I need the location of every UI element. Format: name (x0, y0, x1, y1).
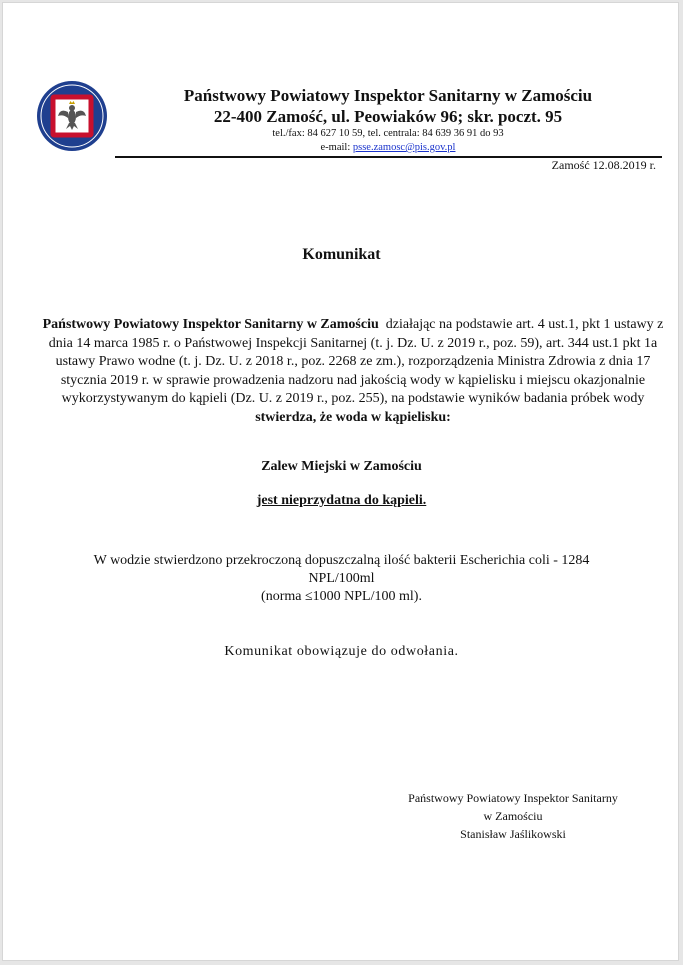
email-label: e-mail: (320, 142, 351, 153)
document-page (2, 2, 679, 961)
document-title: Komunikat (302, 246, 381, 263)
legal-basis-paragraph (39, 316, 667, 427)
finding-line-1: W wodzie stwierdzono przekroczoną dopuszczalną ilość bakterii Escherichia coli - 1284 (93, 553, 590, 568)
norm-note: (norma ≤1000 NPL/100 ml). (261, 589, 422, 604)
legal-basis-text: działając na podstawie art. 4 ust.1, pkt 1 ustawy z dnia 14 marca 1985 r. o Państwowej Inspekcji Sanitarnej (t. j. Dz. U. z 2019 r., poz. 59), art. 344 ust.1 pkt 1a ustawy Prawo wodne (t. j. Dz. U. z 2018 r., poz. 2268 ze zm.), rozporządzenia Ministra Zdrowia z dnia 17 stycznia 2019 r. w sprawie prowadzenia nadzoru nad jakością wody w kąpielisku i miejscu okazjonalnie wykorzystywanym do kąpieli (Dz. U. z 2019 r., poz. 255), na podstawie wyników badania próbek wody (48, 317, 664, 406)
bathing-site-name: Zalew Miejski w Zamościu (261, 459, 422, 474)
validity-note: Komunikat obowiązuje do odwołania. (224, 644, 459, 659)
institution-address: 22-400 Zamość, ul. Peowiaków 96; skr. poczt. 95 (213, 107, 563, 126)
email-link[interactable]: psse.zamosc@pis.gov.pl (352, 142, 456, 153)
signature-block (383, 789, 643, 843)
sanitary-inspection-emblem-icon (36, 80, 108, 152)
phone-numbers: tel./fax: 84 627 10 59, tel. centrala: 84 639 36 91 do 93 (272, 128, 504, 139)
institution-name: Państwowy Powiatowy Inspektor Sanitarny w Zamościu (183, 86, 593, 105)
statement: stwierdza, że woda w kąpielisku: (255, 409, 451, 425)
finding-line-2: NPL/100ml (308, 571, 375, 586)
signature-line-3: Stanisław Jaślikowski (460, 827, 566, 841)
signature-line-2: w Zamościu (483, 809, 543, 823)
issuer-name: Państwowy Powiatowy Inspektor Sanitarny w Zamościu (42, 317, 379, 332)
email-line (113, 142, 663, 153)
document-date: Zamość 12.08.2019 r. (551, 158, 656, 172)
signature-line-1: Państwowy Powiatowy Inspektor Sanitarny (408, 791, 618, 805)
verdict: jest nieprzydatna do kąpieli. (256, 493, 427, 508)
